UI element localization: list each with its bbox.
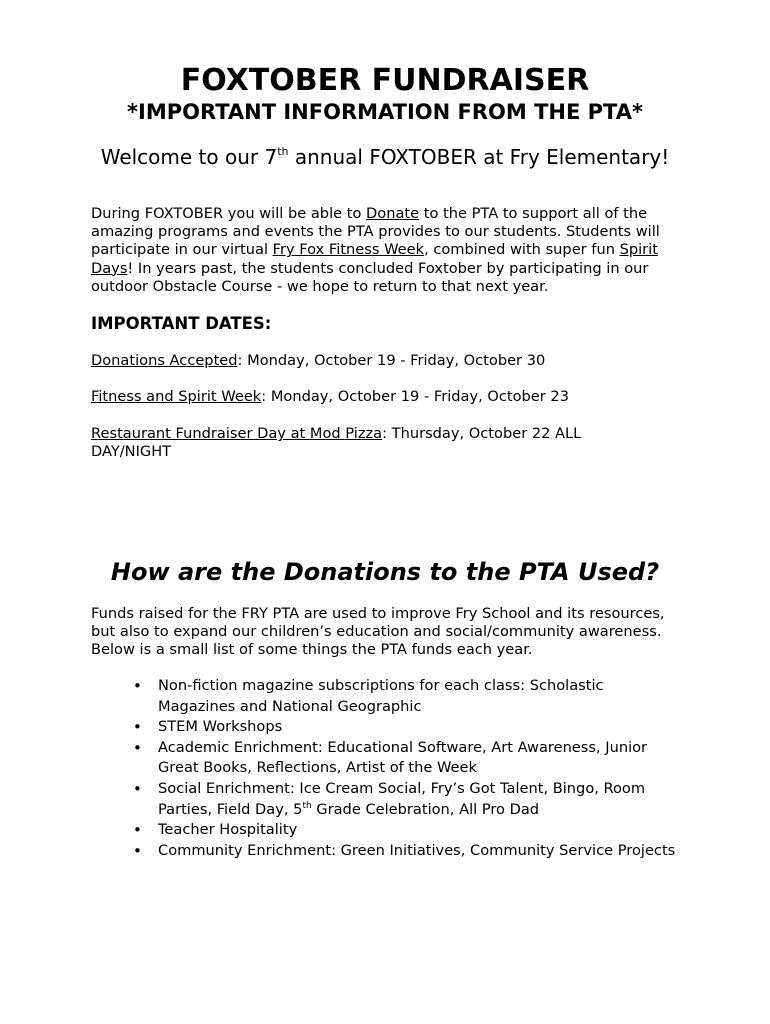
page-title: FOXTOBER FUNDRAISER <box>180 63 590 98</box>
date-item-restaurant <box>91 425 651 461</box>
date-item-donations <box>91 352 691 370</box>
list-item <box>91 676 681 717</box>
welcome-text-end: annual FOXTOBER at Fry Elementary! <box>288 145 670 169</box>
important-dates-heading: IMPORTANT DATES: <box>91 314 272 333</box>
date-label: Fitness and Spirit Week <box>91 388 262 405</box>
list-item-text: STEM Workshops <box>158 718 283 736</box>
welcome-line <box>0 143 770 171</box>
funds-paragraph: Funds raised for the FRY PTA are used to improve Fry School and its resources, but also to expand our children’s education and social/community awareness. Below is a small list of some things the PTA funds each year. <box>91 605 665 659</box>
list-item <box>91 717 681 738</box>
page-subtitle: *IMPORTANT INFORMATION FROM THE PTA* <box>127 100 643 124</box>
list-item-text-end: Grade Celebration, All Pro Dad <box>311 800 540 818</box>
bullet-icon: • <box>133 821 142 840</box>
list-item-text: Community Enrichment: Green Initiatives, Community Service Projects <box>158 841 676 859</box>
date-label: Donations Accepted <box>91 352 238 369</box>
list-item-text: Academic Enrichment: Educational Software, Art Awareness, Junior Great Books, Reflections, Artist of the Week <box>158 738 648 777</box>
welcome-text-start: Welcome to our 7 <box>100 145 278 169</box>
list-item <box>91 779 681 820</box>
date-value: : Monday, October 19 - Friday, October 30 <box>237 352 546 369</box>
intro-text-4: ! In years past, the students concluded Foxtober by participating in our outdoor Obstacle Course - we hope to return to that next year. <box>91 259 649 295</box>
bullet-icon: • <box>133 718 142 737</box>
date-label: Restaurant Fundraiser Day at Mod Pizza <box>91 425 383 442</box>
list-item-text: Social Enrichment: Ice Cream Social, Fry’s Got Talent, Bingo, Room Parties, Field Day, 5 <box>158 779 646 818</box>
bullet-icon: • <box>133 677 142 695</box>
spirit-days-link-text: Spirit Days <box>91 241 658 277</box>
list-item <box>91 820 681 841</box>
donations-heading: How are the Donations to the PTA Used? <box>110 558 660 586</box>
intro-text-1: During FOXTOBER you will be able to <box>91 205 367 222</box>
welcome-superscript: th <box>277 145 289 158</box>
list-item-superscript: th <box>302 800 312 811</box>
intro-paragraph <box>91 205 691 296</box>
list-item-text: Non-fiction magazine subscriptions for each class: Scholastic Magazines and National Geographic <box>158 677 604 715</box>
funded-items-list <box>91 676 681 861</box>
donate-link-text: Donate <box>366 205 420 222</box>
date-value: : Monday, October 19 - Friday, October 23 <box>261 388 569 405</box>
intro-text-3: , combined with super fun <box>424 241 620 259</box>
bullet-icon: • <box>133 779 142 798</box>
date-item-fitness <box>91 388 691 406</box>
list-item-text: Teacher Hospitality <box>158 821 298 839</box>
fitness-week-link-text: Fry Fox Fitness Week <box>272 241 425 259</box>
bullet-icon: • <box>133 841 142 860</box>
bullet-icon: • <box>133 738 142 757</box>
intro-text-2: to the PTA to support all of the amazing programs and events the PTA provides to our students. Students will participate in our virtual <box>91 205 660 259</box>
list-item <box>91 738 681 779</box>
date-value: : Thursday, October 22 ALL DAY/NIGHT <box>91 425 582 461</box>
list-item <box>91 841 681 862</box>
